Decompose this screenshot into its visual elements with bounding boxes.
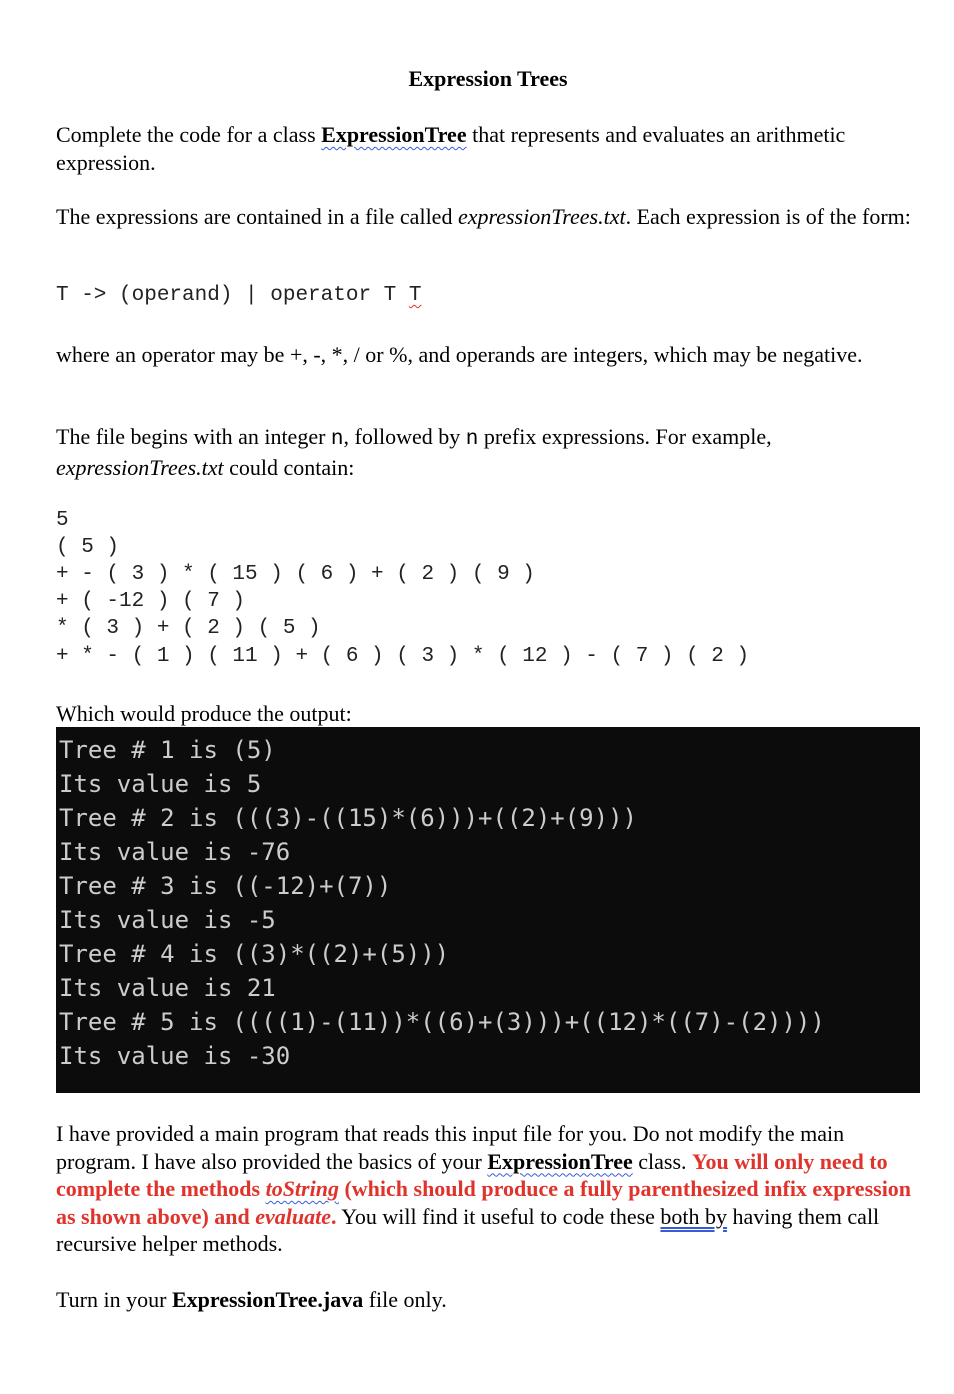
page-title: Expression Trees [408,66,568,91]
both-by: both by [660,1203,728,1229]
instructions-text-2: class. [632,1148,693,1174]
input-line: + ( -12 ) ( 7 ) [56,590,246,613]
console-line: Tree # 2 is (((3)-((15)*(6)))+((2)+(9))) [59,804,637,832]
n-var-1: n [330,428,344,451]
method-tostring: toString [265,1176,339,1201]
console-line: Its value is -5 [59,906,276,934]
grammar-main: T -> (operand) | operator T [56,284,409,307]
instructions-paragraph [56,1120,926,1258]
console-line: Tree # 1 is (5) [59,736,276,764]
grammar-last: T [408,284,422,307]
console-line: Its value is 5 [59,770,262,798]
console-line: Its value is -76 [59,838,291,866]
console-line: Its value is 21 [59,974,276,1002]
class-name: ExpressionTree [321,122,467,147]
intro-paragraph [56,121,926,177]
instructions-text-4: having them call recursive helper methods. [56,1203,880,1256]
file-begins-text-3: prefix expressions. For example, [478,424,772,449]
input-line: ( 5 ) [56,536,120,559]
console-line: Tree # 4 is ((3)*((2)+(5))) [59,940,450,968]
intro-text-post: that represents and evaluates an arithmetic expression. [56,122,846,175]
console-output [56,727,920,1093]
instructions-text-1: I have provided a main program that reads this input file for you. Do not modify the main program. I have also provided the basics of your [56,1121,845,1174]
console-line: Its value is -30 [59,1042,291,1070]
method-evaluate: evaluate [255,1203,332,1229]
file-begins-text-1: The file begins with an integer [56,424,331,449]
operators-paragraph: where an operator may be +, -, *, / or %, and operands are integers, which may be negative. [56,342,863,367]
red-period: . [331,1203,337,1229]
file-desc-pre: The expressions are contained in a file called [56,204,458,229]
tostring-description: (which should produce a fully parenthesized infix expression as shown above) and [56,1176,912,1229]
class-name-2: ExpressionTree [487,1148,633,1174]
output-intro: Which would produce the output: [56,701,352,726]
file-begins-text-4: could contain: [223,455,355,480]
file-desc-post: . Each expression is of the form: [625,204,911,229]
intro-text-pre: Complete the code for a class [56,122,322,147]
file-begins-text-2: , followed by [343,424,466,449]
input-line: + - ( 3 ) * ( 15 ) ( 6 ) + ( 2 ) ( 9 ) [56,563,535,586]
filename-2: expressionTrees.txt [56,455,224,480]
grammar-rule [56,284,421,307]
file-begins-paragraph [56,423,926,482]
console-line: Tree # 3 is ((-12)+(7)) [59,872,392,900]
n-var-2: n [465,428,479,451]
console-line: Tree # 5 is ((((1)-(11))*((6)+(3)))+((12)*((7)-(2)))) [59,1008,825,1036]
input-line: * ( 3 ) + ( 2 ) ( 5 ) [56,617,321,640]
required-methods-text: You will only need to complete the methods [56,1148,888,1201]
turn-in-post: file only. [363,1287,447,1312]
turn-in-file: ExpressionTree.java [171,1287,364,1312]
filename: expressionTrees.txt [457,204,626,229]
turn-in-pre: Turn in your [56,1287,172,1312]
input-line: + * - ( 1 ) ( 11 ) + ( 6 ) ( 3 ) * ( 12 ) - ( 7 ) ( 2 ) [56,645,750,668]
turn-in-paragraph [56,1286,926,1314]
file-description [56,203,926,231]
instructions-text-3: You will find it useful to code these [336,1203,661,1229]
input-line: 5 [56,509,69,532]
